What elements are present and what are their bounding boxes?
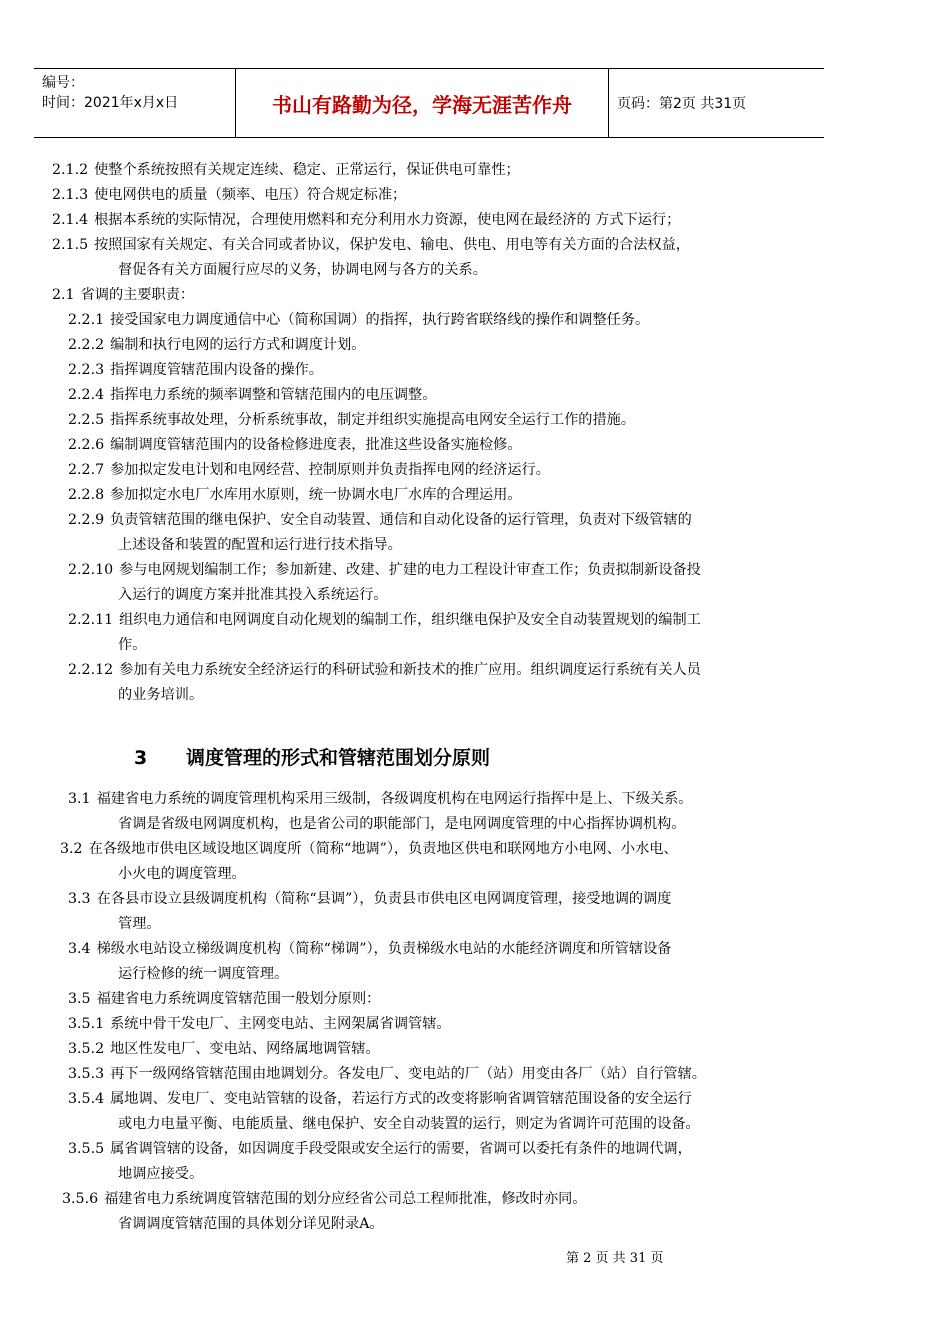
clause-text: 编制和执行电网的运行方式和调度计划。 (110, 337, 366, 353)
clause-line (68, 435, 522, 455)
clause-text: 运行检修的统一调度管理。 (118, 966, 289, 982)
clause-text: 入运行的调度方案并批准其投入系统运行。 (118, 587, 388, 603)
clause-number: 3.3 (68, 891, 91, 907)
clause-number: 2.1.4 (52, 212, 89, 228)
clause-line (52, 235, 690, 255)
clause-number: 2.2.5 (68, 412, 105, 428)
clause-line (118, 585, 388, 605)
clause-text: 省调调度管辖范围的具体划分详见附录A。 (118, 1216, 384, 1232)
clause-number: 2.1.5 (52, 237, 89, 253)
clause-line (62, 1189, 587, 1209)
clause-text: 指挥系统事故处理，分析系统事故，制定并组织实施提高电网安全运行工作的措施。 (110, 412, 636, 428)
clause-number: 3.5.6 (62, 1191, 99, 1207)
clause-text: 指挥调度管辖范围内设备的操作。 (110, 362, 323, 378)
section-number: 3 (134, 747, 148, 769)
clause-text: 再下一级网络管辖范围由地调划分。各发电厂、变电站的厂（站）用变由各厂（站）自行管辖。 (110, 1066, 706, 1082)
clause-line (68, 1064, 706, 1084)
clause-line (68, 385, 436, 405)
clause-text: 负责管辖范围的继电保护、安全自动装置、通信和自动化设备的运行管理，负责对下级管辖的 (110, 512, 692, 528)
clause-number: 3.5.1 (68, 1016, 105, 1032)
clause-number: 3.5.2 (68, 1041, 105, 1057)
clause-line (118, 685, 203, 705)
clause-text: 福建省电力系统调度管辖范围的划分应经省公司总工程师批准，修改时亦同。 (104, 1191, 587, 1207)
clause-line (68, 789, 692, 809)
time-label: 时间：2021年x月x日 (42, 95, 179, 111)
clause-line (68, 1014, 451, 1034)
clause-line (68, 889, 672, 909)
clause-text: 省调的主要职责： (80, 287, 195, 303)
clause-line (68, 989, 380, 1009)
clause-text: 或电力电量平衡、电能质量、继电保护、安全自动装置的运行，则定为省调许可范围的设备。 (118, 1116, 700, 1132)
clause-line (52, 185, 406, 205)
clause-number: 2.2.7 (68, 462, 105, 478)
clause-number: 2.2.8 (68, 487, 105, 503)
clause-text: 在各县市设立县级调度机构（简称“县调”），负责县市供电区电网调度管理，接受地调的调度 (96, 891, 672, 907)
clause-line (52, 285, 194, 305)
clause-number: 3.5.3 (68, 1066, 105, 1082)
clause-number: 2.1 (52, 287, 75, 303)
clause-line (118, 1164, 203, 1184)
clause-text: 督促各有关方面履行应尽的义务，协调电网与各方的关系。 (118, 262, 487, 278)
clause-text: 参加有关电力系统安全经济运行的科研试验和新技术的推广应用。组织调度运行系统有关人员 (119, 662, 701, 678)
clause-number: 2.2.3 (68, 362, 105, 378)
page-header (34, 68, 824, 138)
clause-line (68, 939, 672, 959)
clause-number: 3.2 (60, 841, 83, 857)
clause-number: 2.2.4 (68, 387, 105, 403)
clause-line (68, 460, 550, 480)
clause-number: 2.2.11 (68, 612, 114, 628)
clause-number: 2.2.9 (68, 512, 105, 528)
clause-line (118, 914, 161, 934)
clause-text: 使电网供电的质量（频率、电压）符合规定标准； (94, 187, 407, 203)
clause-line (68, 560, 701, 580)
clause-line (68, 335, 366, 355)
clause-line (118, 1114, 700, 1134)
clause-line (60, 839, 678, 859)
clause-line (52, 160, 520, 180)
clause-text: 参与电网规划编制工作；参加新建、改建、扩建的电力工程设计审查工作；负责拟制新设备投 (119, 562, 701, 578)
clause-line (118, 635, 146, 655)
clause-text: 参加拟定发电计划和电网经营、控制原则并负责指挥电网的经济运行。 (110, 462, 550, 478)
clause-text: 使整个系统按照有关规定连续、稳定、正常运行，保证供电可靠性； (94, 162, 520, 178)
clause-line (68, 485, 522, 505)
clause-line (68, 1139, 692, 1159)
clause-text: 福建省电力系统调度管辖范围一般划分原则： (96, 991, 381, 1007)
clause-text: 地调应接受。 (118, 1166, 204, 1182)
clause-text: 接受国家电力调度通信中心（简称国调）的指挥，执行跨省联络线的操作和调整任务。 (110, 312, 650, 328)
header-page-info: 页码：第2页 共31页 (617, 96, 747, 112)
clause-line (68, 610, 701, 630)
clause-number: 2.1.2 (52, 162, 89, 178)
clause-text: 组织电力通信和电网调度自动化规划的编制工作，组织继电保护及安全自动装置规划的编制工 (119, 612, 701, 628)
clause-text: 的业务培训。 (118, 687, 204, 703)
clause-text: 根据本系统的实际情况，合理使用燃料和充分利用水力资源，使电网在最经济的 方式下运行； (94, 212, 681, 228)
clause-line (118, 1214, 384, 1234)
clause-line (68, 360, 323, 380)
clause-line (68, 310, 649, 330)
clause-line (68, 1039, 380, 1059)
clause-text: 省调是省级电网调度机构，也是省公司的职能部门，是电网调度管理的中心指挥协调机构。 (118, 816, 686, 832)
clause-line (118, 535, 402, 555)
clause-line (118, 260, 487, 280)
clause-text: 福建省电力系统的调度管理机构采用三级制，各级调度机构在电网运行指挥中是上、下级关系。 (96, 791, 693, 807)
clause-line (118, 864, 246, 884)
clause-number: 3.5 (68, 991, 91, 1007)
clause-text: 上述设备和装置的配置和运行进行技术指导。 (118, 537, 402, 553)
clause-number: 3.5.5 (68, 1141, 105, 1157)
clause-number: 3.1 (68, 791, 91, 807)
clause-line (68, 510, 692, 530)
clause-text: 指挥电力系统的频率调整和管辖范围内的电压调整。 (110, 387, 437, 403)
clause-number: 2.2.10 (68, 562, 114, 578)
clause-text: 梯级水电站设立梯级调度机构（简称“梯调”），负责梯级水电站的水能经济调度和所管辖设备 (96, 941, 672, 957)
clause-text: 在各级地市供电区域设地区调度所（简称“地调”），负责地区供电和联网地方小电网、小水电、 (88, 841, 678, 857)
clause-line (52, 210, 680, 230)
clause-text: 参加拟定水电厂水库用水原则，统一协调水电厂水库的合理运用。 (110, 487, 522, 503)
clause-number: 2.1.3 (52, 187, 89, 203)
clause-number: 2.2.12 (68, 662, 114, 678)
clause-text: 系统中骨干发电厂、主网变电站、主网架属省调管辖。 (110, 1016, 451, 1032)
number-label: 编号： (42, 75, 84, 91)
clause-text: 属省调管辖的设备，如因调度手段受限或安全运行的需要，省调可以委托有条件的地调代调， (110, 1141, 692, 1157)
clause-number: 3.5.4 (68, 1091, 105, 1107)
clause-line (68, 1089, 692, 1109)
clause-text: 作。 (118, 637, 147, 653)
clause-text: 编制调度管辖范围内的设备检修进度表，批准这些设备实施检修。 (110, 437, 522, 453)
clause-line (68, 660, 701, 680)
clause-line (68, 410, 635, 430)
header-meta (34, 69, 236, 137)
clause-text: 按照国家有关规定、有关合同或者协议，保护发电、输电、供电、用电等有关方面的合法权益， (94, 237, 690, 253)
section-title: 调度管理的形式和管辖范围划分原则 (186, 747, 491, 769)
clause-text: 管理。 (118, 916, 161, 932)
section-heading (134, 743, 490, 770)
clause-number: 2.2.2 (68, 337, 105, 353)
clause-number: 2.2.6 (68, 437, 105, 453)
header-motto: 书山有路勤为径，学海无涯苦作舟 (236, 69, 609, 137)
clause-number: 2.2.1 (68, 312, 105, 328)
clause-text: 小火电的调度管理。 (118, 866, 246, 882)
clause-text: 属地调、发电厂、变电站管辖的设备，若运行方式的改变将影响省调管辖范围设备的安全运行 (110, 1091, 692, 1107)
page-footer: 第 2 页 共 31 页 (566, 1251, 664, 1266)
clause-line (118, 964, 288, 984)
clause-line (118, 814, 686, 834)
clause-text: 地区性发电厂、变电站、网络属地调管辖。 (110, 1041, 380, 1057)
clause-number: 3.4 (68, 941, 91, 957)
